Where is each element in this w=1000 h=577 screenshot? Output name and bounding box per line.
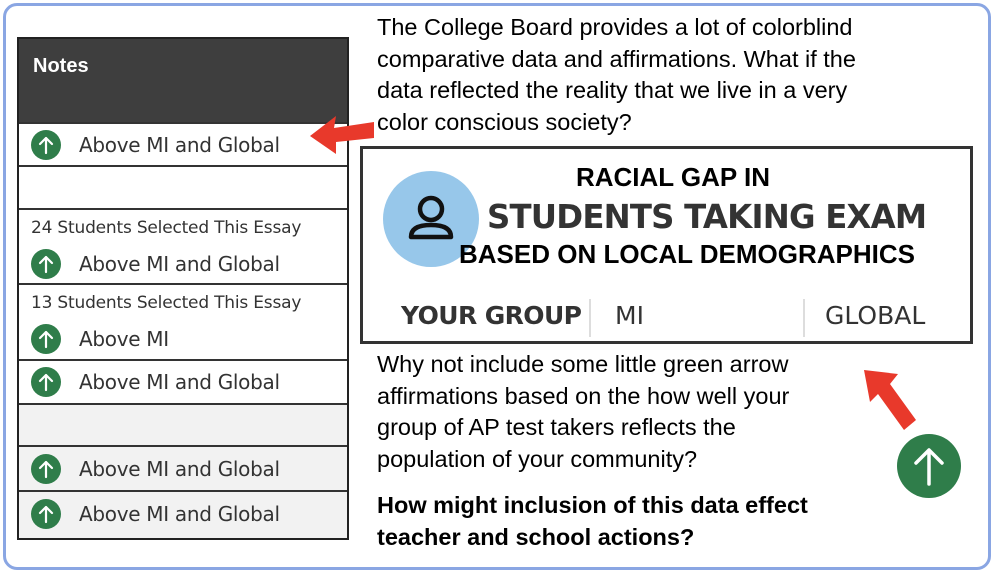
intro-paragraph: The College Board provides a lot of colorblind comparative data and affirmations. What if the data reflected the reality that we live in a very color conscious society? — [377, 14, 856, 135]
card-title-line-2: STUDENTS TAKING EXAM — [487, 197, 927, 236]
list-item-subtitle: 13 Students Selected This Essay — [31, 293, 302, 313]
list-item-label: Above MI and Global — [79, 502, 280, 526]
column-divider — [803, 299, 805, 337]
list-item-label: Above MI — [79, 327, 169, 351]
racial-gap-card — [360, 146, 973, 344]
list-item[interactable] — [19, 208, 347, 283]
list-item[interactable] — [19, 445, 347, 490]
list-item-empty — [19, 403, 347, 445]
list-item-empty — [19, 165, 347, 208]
list-item-label: Above MI and Global — [79, 457, 280, 481]
list-item-label: Above MI and Global — [79, 370, 280, 394]
column-mi: MI — [615, 301, 644, 330]
list-item[interactable] — [19, 283, 347, 359]
red-pointer-arrow-icon — [858, 364, 922, 436]
notes-header: Notes — [19, 39, 347, 122]
list-item[interactable] — [19, 122, 347, 165]
column-your-group: YOUR GROUP — [401, 301, 582, 330]
question-paragraph: How might inclusion of this data effect teacher and school actions? — [377, 492, 808, 550]
list-item-label: Above MI and Global — [79, 133, 280, 157]
list-item[interactable] — [19, 490, 347, 540]
up-arrow-icon — [31, 249, 61, 279]
card-title-line-3: BASED ON LOCAL DEMOGRAPHICS — [459, 239, 915, 269]
notes-panel — [17, 37, 349, 540]
list-item-label: Above MI and Global — [79, 252, 280, 276]
list-item-subtitle: 24 Students Selected This Essay — [31, 218, 302, 238]
up-arrow-icon — [31, 454, 61, 484]
up-arrow-icon — [31, 499, 61, 529]
up-arrow-icon — [897, 434, 961, 498]
list-item[interactable] — [19, 359, 347, 403]
up-arrow-icon — [31, 130, 61, 160]
column-divider — [589, 299, 591, 337]
card-title-line-1: RACIAL GAP IN — [575, 162, 771, 192]
suggestion-paragraph: Why not include some little green arrow affirmations based on the how well your group of AP test takers reflects the population of your community? — [377, 351, 790, 472]
up-arrow-icon — [31, 367, 61, 397]
up-arrow-icon — [31, 324, 61, 354]
column-global: GLOBAL — [825, 301, 926, 330]
